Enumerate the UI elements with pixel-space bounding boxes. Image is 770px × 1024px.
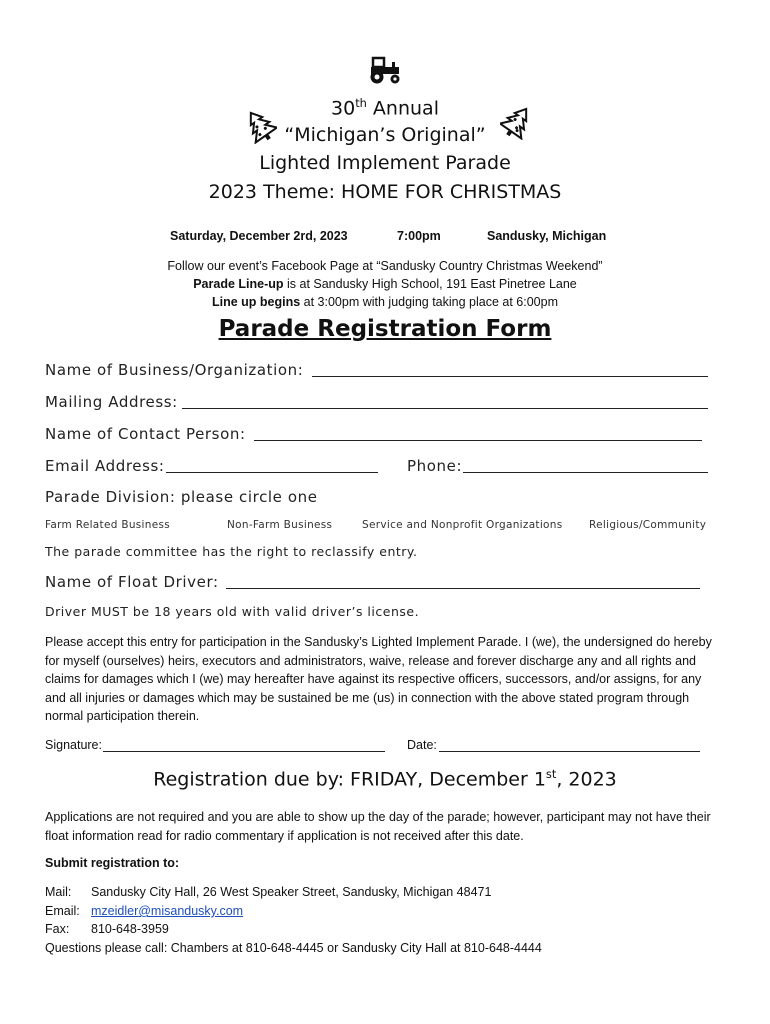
due-date: Registration due by: FRIDAY, December 1st, 2023 <box>153 767 617 791</box>
mail-value: Sandusky City Hall, 26 West Speaker Street, Sandusky, Michigan 48471 <box>91 885 492 899</box>
header-line-parade-name: Lighted Implement Parade <box>259 152 511 174</box>
submit-heading: Submit registration to: <box>45 856 180 870</box>
contact-label: Name of Contact Person: <box>45 425 246 443</box>
mail-label: Mail: <box>45 885 72 899</box>
division-option-nonfarm[interactable]: Non-Farm Business <box>227 519 333 531</box>
tractor-icon <box>366 55 404 85</box>
division-option-religious[interactable]: Religious/Community <box>589 519 707 531</box>
contact-field[interactable] <box>254 440 702 441</box>
reclassify-note: The parade committee has the right to reclassify entry. <box>45 544 418 559</box>
event-place: Sandusky, Michigan <box>487 229 607 243</box>
fax-label: Fax: <box>45 922 70 936</box>
division-option-nonprofit[interactable]: Service and Nonprofit Organizations <box>362 519 563 531</box>
phone-field[interactable] <box>463 472 708 473</box>
driver-field[interactable] <box>226 588 700 589</box>
facebook-info: Follow our event’s Facebook Page at “Sandusky Country Christmas Weekend” <box>167 259 603 273</box>
event-time: 7:00pm <box>397 229 441 243</box>
applications-note: Applications are not required and you are able to show up the day of the parade; however, participant may not have their float information read for radio commentary if application is not received after this date. <box>45 810 711 843</box>
mailing-field[interactable] <box>182 408 708 409</box>
header-line-annual: 30th Annual <box>331 96 439 120</box>
lineup-time: Line up begins at 3:00pm with judging taking place at 6:00pm <box>211 295 558 309</box>
phone-label: Phone: <box>407 457 463 475</box>
header-line-theme: 2023 Theme: HOME FOR CHRISTMAS <box>208 181 562 203</box>
form-title: Parade Registration Form <box>218 316 552 342</box>
driver-note: Driver MUST be 18 years old with valid driver’s license. <box>45 604 420 619</box>
event-date: Saturday, December 2rd, 2023 <box>170 229 348 243</box>
fax-value: 810-648-3959 <box>91 922 169 936</box>
date-field[interactable] <box>439 751 700 752</box>
email-field[interactable] <box>166 472 378 473</box>
header-line-original: “Michigan’s Original” <box>284 124 486 146</box>
email-link[interactable]: mzeidler@misandusky.com <box>91 904 244 918</box>
division-option-farm[interactable]: Farm Related Business <box>45 519 171 531</box>
business-field[interactable] <box>312 376 708 377</box>
questions-line: Questions please call: Chambers at 810-648-4445 or Sandusky City Hall at 810-648-4444 <box>45 941 542 955</box>
waiver-text: Please accept this entry for participation in the Sandusky’s Lighted Implement Parade. I (we), the undersigned do hereby for myself (ourselves) heirs, executors and administrators, waive, release and forever discharge any and all rights and claims for damages which I (we) may hereafter have against its respective officers, successors, and/or assigns, for any and all injuries or damages which may be sustained be me (us) in connection with the above stated program through normal participation therein. <box>45 635 712 723</box>
lineup-location: Parade Line-up is at Sandusky High School, 191 East Pinetree Lane <box>193 277 577 291</box>
division-label: Parade Division: please circle one <box>45 488 318 506</box>
mailing-label: Mailing Address: <box>45 393 178 411</box>
email-contact-label: Email: <box>45 904 80 918</box>
date-label: Date: <box>407 738 437 752</box>
email-label: Email Address: <box>45 457 165 475</box>
business-label: Name of Business/Organization: <box>45 361 304 379</box>
signature-field[interactable] <box>103 751 385 752</box>
driver-label: Name of Float Driver: <box>45 573 219 591</box>
signature-label: Signature: <box>45 738 102 752</box>
